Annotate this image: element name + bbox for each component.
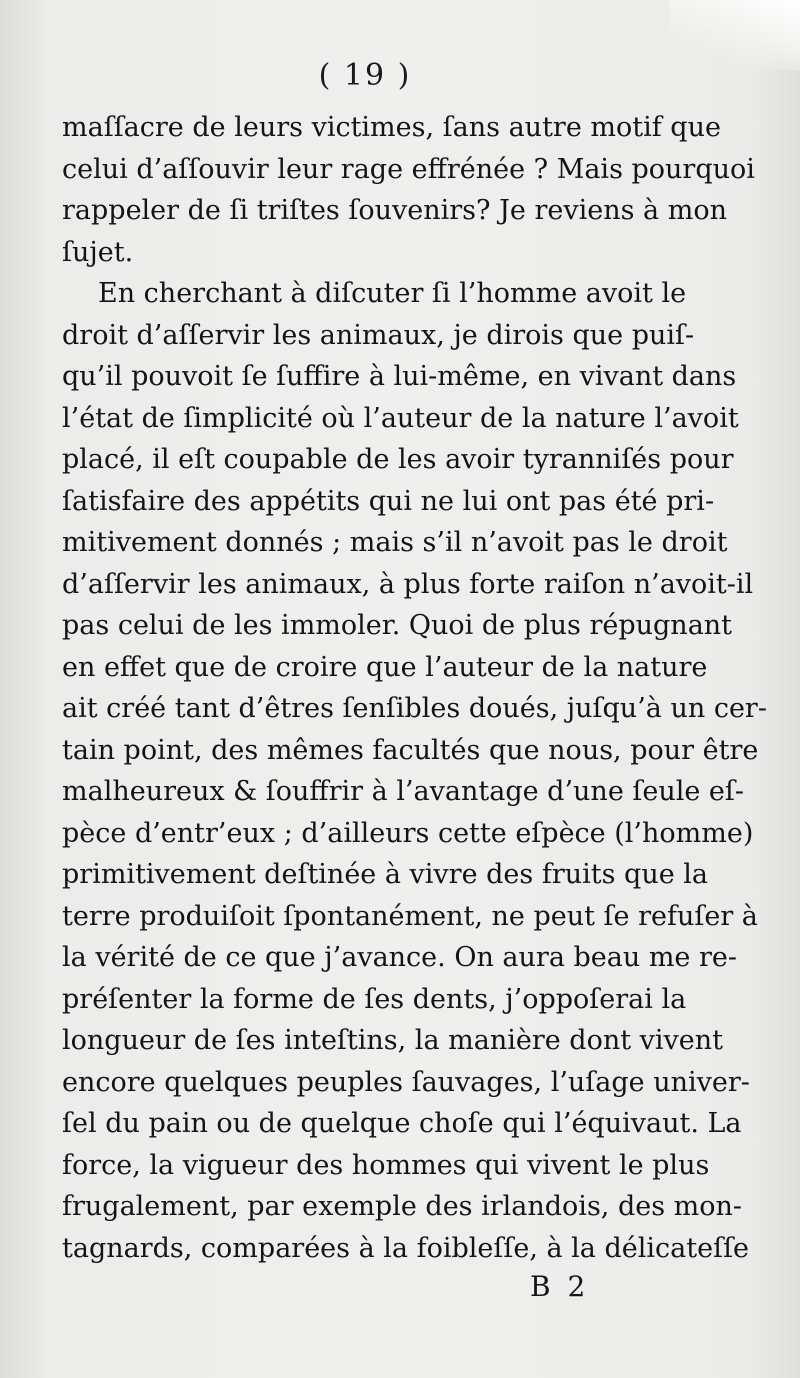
text-line: qu’il pouvoit ſe ſuffire à lui-même, en vivant dans xyxy=(62,361,737,392)
text-line: force, la vigueur des hommes qui vivent le plus xyxy=(62,1149,710,1181)
text-line: ſatisfaire des appétits qui ne lui ont pas été pri- xyxy=(62,485,715,517)
text-line: ſujet. xyxy=(62,236,134,268)
text-line: pèce d’entr’eux ; d’ailleurs cette eſpèce (l’homme) xyxy=(62,817,754,849)
text-line: tagnards, comparées à la foibleſſe, à la délicateſſe xyxy=(62,1232,750,1264)
text-line: ait créé tant d’êtres ſenſibles doués, juſqu’à un cer- xyxy=(62,693,767,724)
text-line: pas celui de les immoler. Quoi de plus répugnant xyxy=(62,610,733,641)
text-line: celui d’aſſouvir leur rage effrénée ? Mais pourquoi xyxy=(62,153,755,185)
text-line: primitivement deſtinée à vivre des fruits que la xyxy=(62,859,709,890)
text-line: d’aſſervir les animaux, à plus forte raiſon n’avoit-il xyxy=(62,568,754,600)
text-line: terre produiſoit ſpontanément, ne peut ſe refuſer à xyxy=(62,900,758,932)
text-line: rappeler de ſi triſtes ſouvenirs? Je reviens à mon xyxy=(62,195,727,226)
text-line: la vérité de ce que j’avance. On aura beau me re- xyxy=(62,942,737,973)
text-line: préſenter la forme de ſes dents, j’oppoſerai la xyxy=(62,983,687,1015)
text-line: droit d’aſſervir les animaux, je dirois que puiſ- xyxy=(62,319,695,351)
signature-mark: B 2 xyxy=(530,1270,590,1303)
text-line: longueur de ſes inteſtins, la manière dont vivent xyxy=(62,1025,724,1056)
text-line: tain point, des mêmes facultés que nous, pour être xyxy=(62,734,759,766)
text-line: mitivement donnés ; mais s’il n’avoit pas le droit xyxy=(62,527,728,558)
text-line: En cherchant à diſcuter ſi l’homme avoit le xyxy=(98,278,687,309)
text-line: placé, il eſt coupable de les avoir tyranniſés pour xyxy=(62,444,734,475)
text-line: malheureux & ſouffrir à l’avantage d’une ſeule eſ- xyxy=(62,776,745,807)
body-text xyxy=(62,107,767,1269)
page-number: ( 19 ) xyxy=(318,58,412,93)
text-line: maſſacre de leurs victimes, ſans autre motif que xyxy=(62,112,721,143)
text-line: ſel du pain ou de quelque choſe qui l’équivaut. La xyxy=(62,1108,742,1139)
text-line: l’état de ſimplicité où l’auteur de la nature l’avoit xyxy=(62,402,739,434)
text-line: frugalement, par exemple des irlandois, des mon- xyxy=(62,1191,743,1222)
text-line: en effet que de croire que l’auteur de la nature xyxy=(62,651,708,683)
text-line: encore quelques peuples ſauvages, l’uſage univer- xyxy=(62,1066,750,1098)
